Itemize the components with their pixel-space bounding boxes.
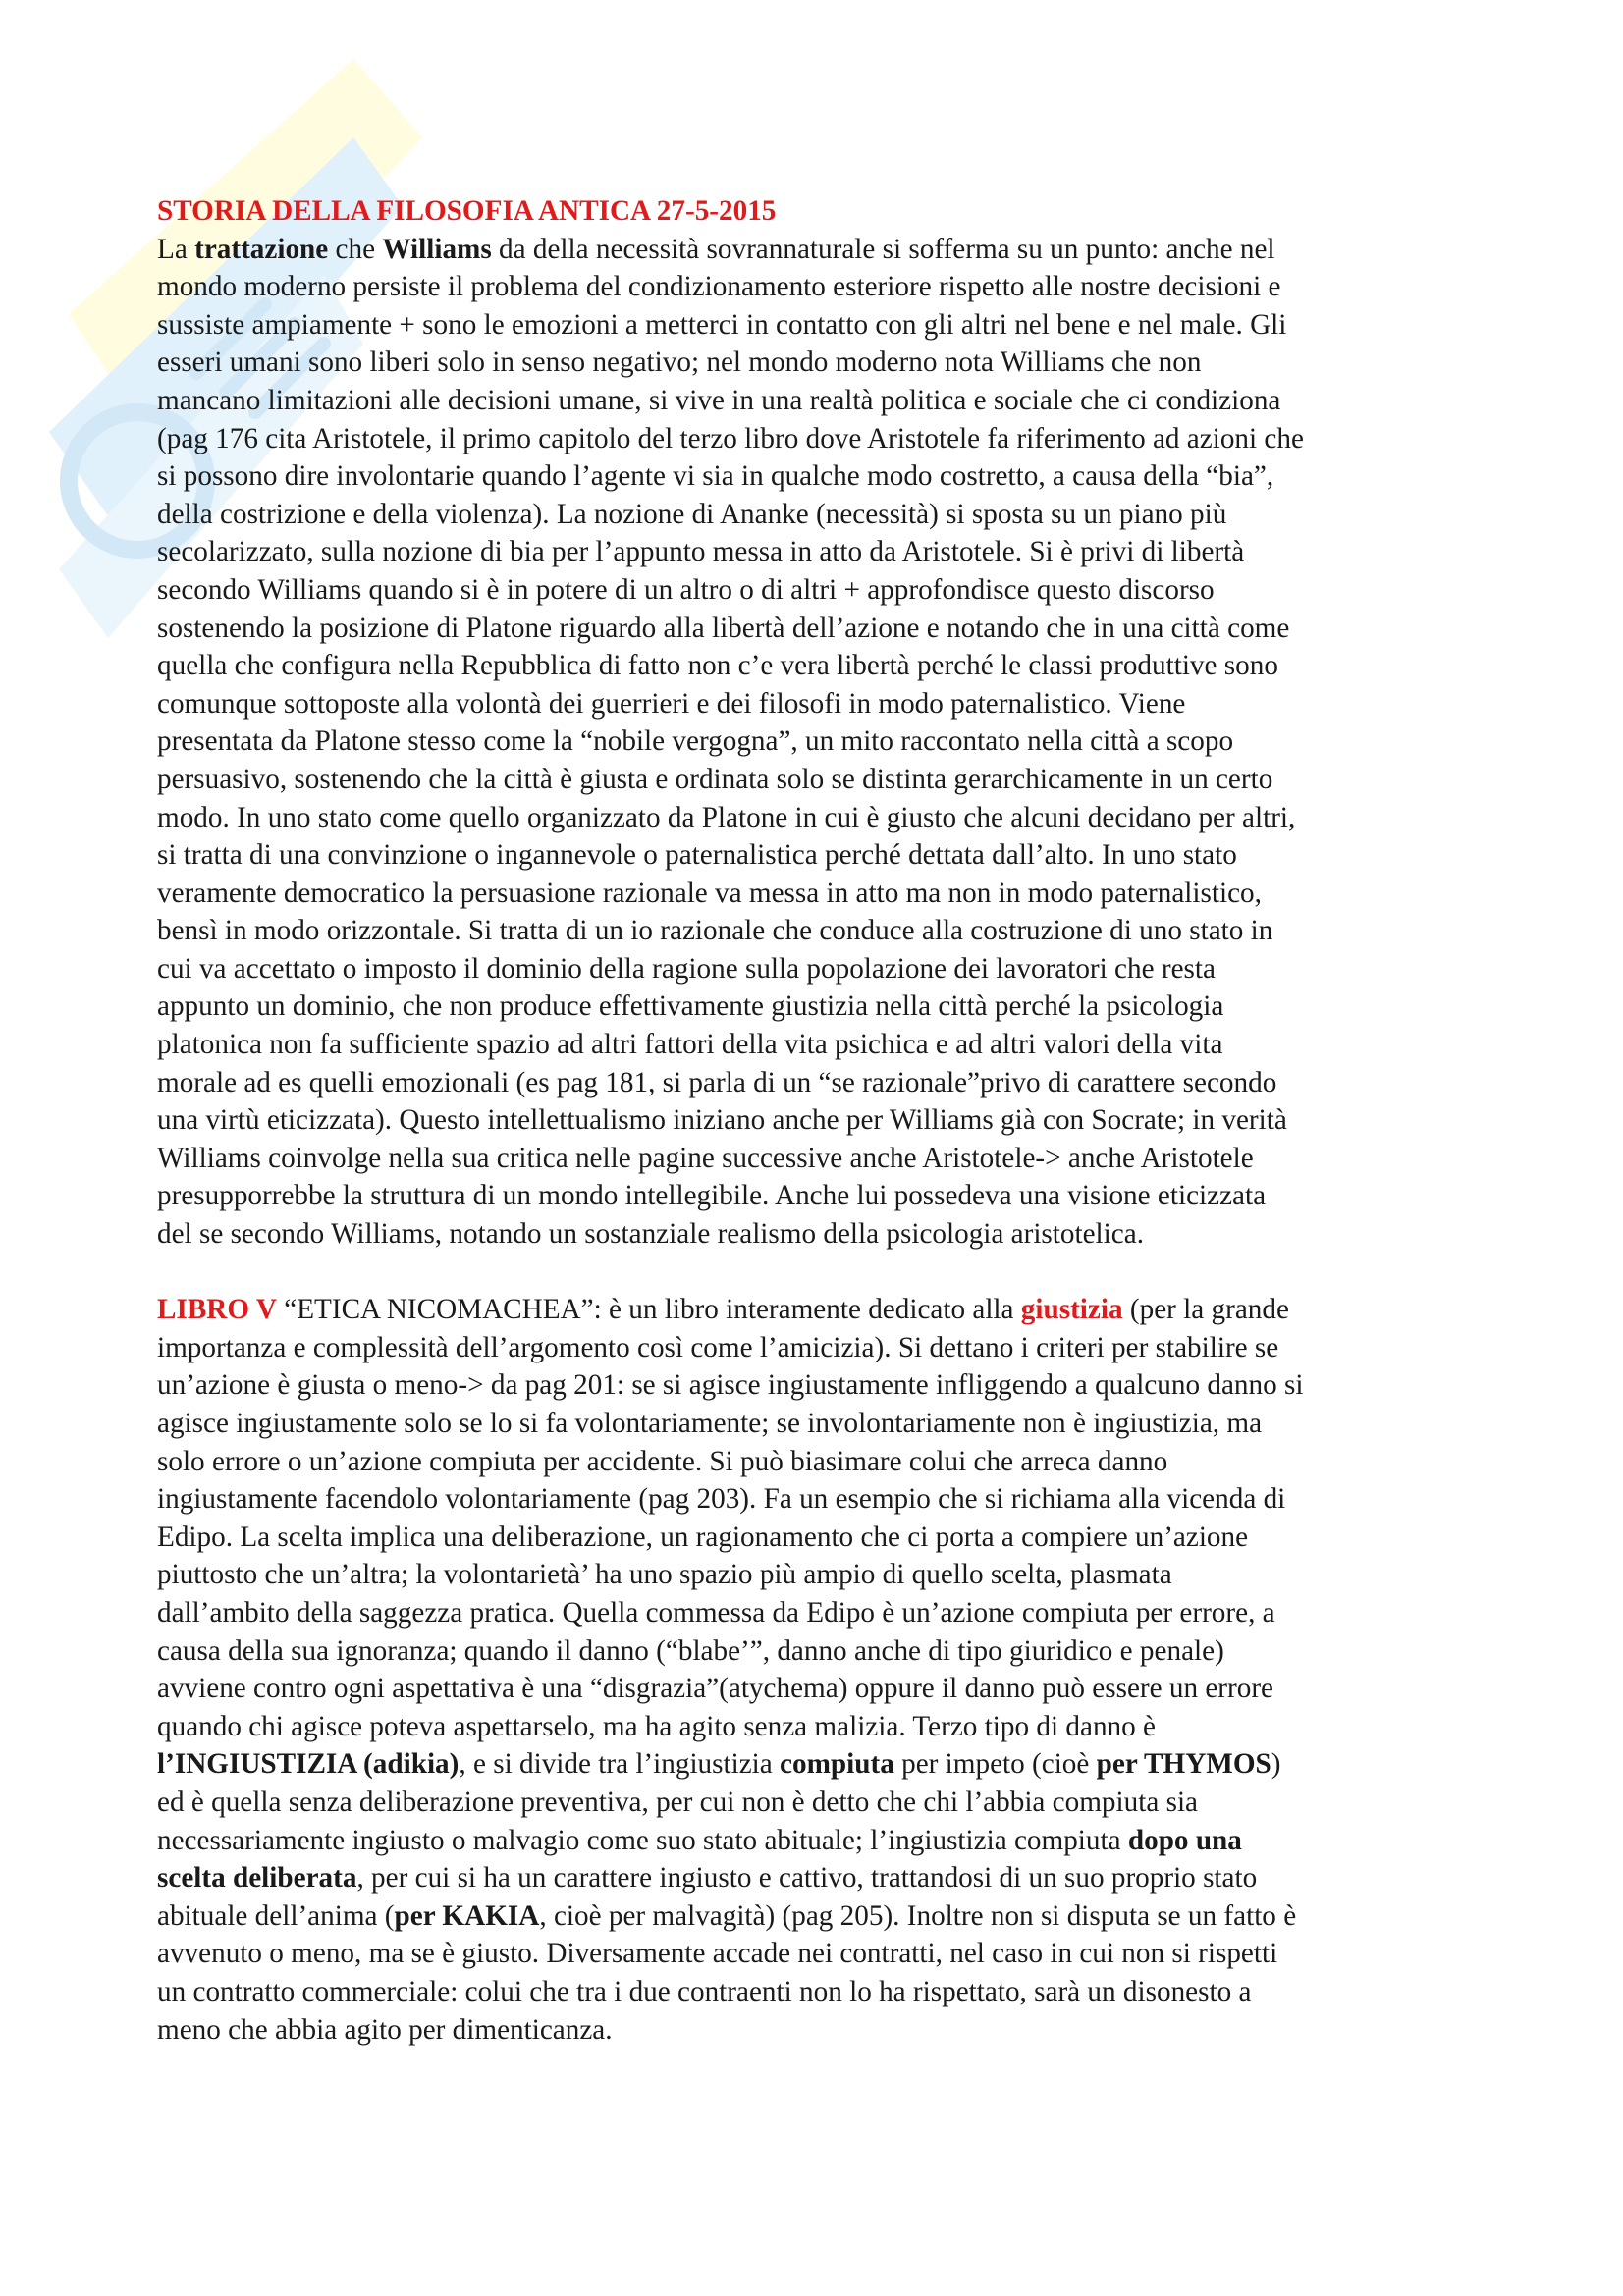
text-line bbox=[157, 420, 1485, 458]
text-run: platonica non fa sufficiente spazio ad altri fattori della vita psichica e ad altri valori della vita bbox=[157, 1029, 1223, 1061]
text-run: (pag 176 cita Aristotele, il primo capitolo del terzo libro dove Aristotele fa riferimento ad azioni che bbox=[157, 422, 1304, 454]
text-line bbox=[157, 1670, 1485, 1708]
text-run: si possono dire involontarie quando l’agente vi sia in qualche modo costretto, a causa della “bia”, bbox=[157, 460, 1274, 493]
text-line bbox=[157, 1594, 1485, 1632]
text-run: avviene contro ogni aspettativa è una “disgrazia”(atychema) oppure il danno può essere un errore bbox=[157, 1673, 1274, 1705]
text-run: , e si divide tra l’ingiustizia bbox=[459, 1748, 781, 1781]
text-run: un’azione è giusta o meno-> da pag 201: se si agisce ingiustamente infliggendo a qualcuno danno si bbox=[157, 1369, 1304, 1402]
text-line bbox=[157, 1291, 1485, 1329]
text-line bbox=[157, 1215, 1485, 1254]
paragraph-williams bbox=[157, 231, 1485, 1254]
text-run: presentata da Platone stesso come la “nobile vergogna”, un mito raccontato nella città a scopo bbox=[157, 725, 1234, 758]
text-run: La bbox=[157, 233, 195, 265]
text-line bbox=[157, 836, 1485, 875]
document-title: STORIA DELLA FILOSOFIA ANTICA 27-5-2015 bbox=[157, 195, 777, 227]
text-run: causa della sua ignoranza; quando il danno (“blabe’”, danno anche di tipo giuridico e penale) bbox=[157, 1634, 1224, 1667]
text-run: presupporrebbe la struttura di un mondo intellegibile. Anche lui possedeva una visione eticizzata bbox=[157, 1180, 1267, 1212]
text-line bbox=[157, 912, 1485, 950]
bold-text: per THYMOS bbox=[1096, 1748, 1271, 1781]
text-run: , cioè per malvagità) (pag 205). Inoltre non si disputa se un fatto è bbox=[539, 1899, 1297, 1932]
paragraph-libro-v bbox=[157, 1291, 1485, 2049]
text-line bbox=[157, 1519, 1485, 1557]
text-line bbox=[157, 1708, 1485, 1746]
text-line bbox=[157, 1443, 1485, 1481]
text-line bbox=[157, 1329, 1485, 1367]
text-run: sostenendo la posizione di Platone riguardo alla libertà dell’azione e notando che in una città come bbox=[157, 612, 1290, 644]
text-line bbox=[157, 1480, 1485, 1519]
text-line bbox=[157, 1897, 1485, 1936]
text-run: persuasivo, sostenendo che la città è giusta e ordinata solo se distinta gerarchicamente in un certo bbox=[157, 763, 1273, 795]
text-line bbox=[157, 1064, 1485, 1102]
text-run: per impeto (cioè bbox=[893, 1748, 1097, 1781]
text-line bbox=[157, 382, 1485, 420]
text-line bbox=[157, 1935, 1485, 1973]
text-line bbox=[157, 1177, 1485, 1215]
text-line bbox=[157, 875, 1485, 913]
document-body bbox=[157, 192, 1485, 2049]
text-run: appunto un dominio, che non produce effettivamente giustizia nella città perché la psicologia bbox=[157, 990, 1224, 1023]
text-line bbox=[157, 1556, 1485, 1594]
bold-text: giustizia bbox=[1020, 1294, 1123, 1326]
bold-text: trattazione bbox=[194, 233, 329, 265]
text-run: dall’ambito della saggezza pratica. Quella commessa da Edipo è un’azione compiuta per errore, a bbox=[157, 1596, 1275, 1629]
text-line bbox=[157, 1745, 1485, 1784]
text-run: ed è quella senza deliberazione preventiva, per cui non è detto che chi l’abbia compiuta sia bbox=[157, 1786, 1199, 1818]
text-run: piuttosto che un’altra; la volontarietà’ ha uno spazio più ampio di quello scelta, plasmata bbox=[157, 1559, 1172, 1591]
text-run: “ETICA NICOMACHEA”: è un libro interamente dedicato alla bbox=[276, 1294, 1021, 1326]
text-line bbox=[157, 457, 1485, 496]
text-run: veramente democratico la persuasione razionale va messa in atto ma non in modo paternalistico, bbox=[157, 877, 1262, 909]
text-run: sussiste ampiamente + sono le emozioni a metterci in contatto con gli altri nel bene e nel male. Gli bbox=[157, 308, 1287, 341]
text-run: (per la grande bbox=[1122, 1294, 1289, 1326]
text-line bbox=[157, 1026, 1485, 1064]
text-line bbox=[157, 306, 1485, 345]
text-run: abituale dell’anima ( bbox=[157, 1899, 395, 1932]
text-run: ingiustamente facendolo volontariamente (pag 203). Fa un esempio che si richiama alla vicenda di bbox=[157, 1483, 1286, 1516]
text-line bbox=[157, 988, 1485, 1026]
text-line bbox=[157, 533, 1485, 571]
text-line bbox=[157, 1405, 1485, 1443]
text-line bbox=[157, 610, 1485, 648]
paragraph-gap bbox=[157, 1254, 1485, 1292]
text-run: che bbox=[328, 233, 383, 265]
text-run: una virtù eticizzata). Questo intellettualismo iniziano anche per Williams già con Socrate; in verità bbox=[157, 1104, 1287, 1137]
text-run: del se secondo Williams, notando un sostanziale realismo della psicologia aristotelica. bbox=[157, 1218, 1144, 1251]
text-line bbox=[157, 761, 1485, 799]
text-run: mancano limitazioni alle decisioni umane, si vive in una realtà politica e sociale che ci condiziona bbox=[157, 384, 1281, 416]
text-run: necessariamente ingiusto o malvagio come suo stato abituale; l’ingiustizia compiuta bbox=[157, 1824, 1128, 1856]
text-run: agisce ingiustamente solo se lo si fa volontariamente; se involontariamente non è ingiustizia, ma bbox=[157, 1408, 1263, 1439]
text-line bbox=[157, 1101, 1485, 1140]
text-run: da della necessità sovrannaturale si sofferma su un punto: anche nel bbox=[491, 233, 1275, 265]
text-run: esseri umani sono liberi solo in senso negativo; nel mondo moderno nota Williams che non bbox=[157, 347, 1202, 379]
text-line bbox=[157, 1859, 1485, 1897]
text-run: un contratto commerciale: colui che tra i due contraenti non lo ha rispettato, sarà un disonesto a bbox=[157, 1975, 1252, 2007]
text-line bbox=[157, 1973, 1485, 2011]
text-run: secondo Williams quando si è in potere di un altro o di altri + approfondisce questo discorso bbox=[157, 573, 1215, 606]
text-line bbox=[157, 496, 1485, 534]
text-line bbox=[157, 1140, 1485, 1178]
bold-text: compiuta bbox=[780, 1748, 894, 1781]
text-run: meno che abbia agito per dimenticanza. bbox=[157, 2013, 613, 2046]
text-run: solo errore o un’azione compiuta per accidente. Si può biasimare colui che arreca danno bbox=[157, 1445, 1168, 1477]
text-line bbox=[157, 268, 1485, 306]
text-run: comunque sottoposte alla volontà dei guerrieri e dei filosofi in modo paternalistico. Viene bbox=[157, 687, 1186, 720]
text-run: morale ad es quelli emozionali (es pag 181, si parla di un “se razionale”privo di carattere secondo bbox=[157, 1066, 1277, 1098]
text-run: importanza e complessità dell’argomento così come l’amicizia). Si dettano i criteri per stabilire se bbox=[157, 1331, 1279, 1363]
text-run: quella che configura nella Repubblica di fatto non c’e vera libertà perché le classi produttive sono bbox=[157, 650, 1278, 682]
text-line bbox=[157, 950, 1485, 988]
text-run: secolarizzato, sulla nozione di bia per l’appunto messa in atto da Aristotele. Si è privi di libertà bbox=[157, 536, 1245, 568]
text-run: modo. In uno stato come quello organizzato da Platone in cui è giusto che alcuni decidano per altri, bbox=[157, 801, 1296, 833]
bold-text: per KAKIA bbox=[394, 1899, 540, 1932]
text-line bbox=[157, 2011, 1485, 2050]
text-line bbox=[157, 1632, 1485, 1671]
text-line bbox=[157, 685, 1485, 723]
text-run: cui va accettato o imposto il dominio della ragione sulla popolazione dei lavoratori che resta bbox=[157, 952, 1216, 985]
text-run: della costrizione e della violenza). La nozione di Ananke (necessità) si sposta su un piano più bbox=[157, 498, 1227, 530]
text-run: Williams coinvolge nella sua critica nelle pagine successive anche Aristotele-> anche Aristotele bbox=[157, 1142, 1254, 1174]
text-run: ) bbox=[1271, 1748, 1281, 1781]
bold-text: dopo una bbox=[1127, 1824, 1242, 1856]
bold-text: LIBRO V bbox=[157, 1294, 277, 1326]
text-run: mondo moderno persiste il problema del condizionamento esteriore rispetto alle nostre decisioni e bbox=[157, 271, 1281, 303]
text-line bbox=[157, 722, 1485, 761]
text-run: si tratta di una convinzione o ingannevole o paternalistica perché dettata dall’alto. In uno stato bbox=[157, 839, 1237, 872]
text-run: , per cui si ha un carattere ingiusto e cattivo, trattandosi di un suo proprio stato bbox=[356, 1862, 1258, 1895]
text-line bbox=[157, 1784, 1485, 1822]
text-line bbox=[157, 647, 1485, 685]
text-line bbox=[157, 571, 1485, 610]
text-line bbox=[157, 231, 1485, 269]
text-line bbox=[157, 1366, 1485, 1405]
text-line bbox=[157, 1822, 1485, 1860]
bold-text: l’INGIUSTIZIA (adikia) bbox=[157, 1748, 460, 1781]
text-run: bensì in modo orizzontale. Si tratta di un io razionale che conduce alla costruzione di uno stato in bbox=[157, 915, 1273, 947]
text-line bbox=[157, 344, 1485, 382]
text-line bbox=[157, 799, 1485, 837]
text-run: avvenuto o meno, ma se è giusto. Diversamente accade nei contratti, nel caso in cui non si rispetti bbox=[157, 1938, 1278, 1970]
bold-text: Williams bbox=[382, 233, 492, 265]
text-run: Edipo. La scelta implica una deliberazione, un ragionamento che ci porta a compiere un’azione bbox=[157, 1521, 1249, 1553]
bold-text: scelta deliberata bbox=[157, 1862, 357, 1895]
text-run: quando chi agisce poteva aspettarselo, ma ha agito senza malizia. Terzo tipo di danno è bbox=[157, 1710, 1156, 1742]
